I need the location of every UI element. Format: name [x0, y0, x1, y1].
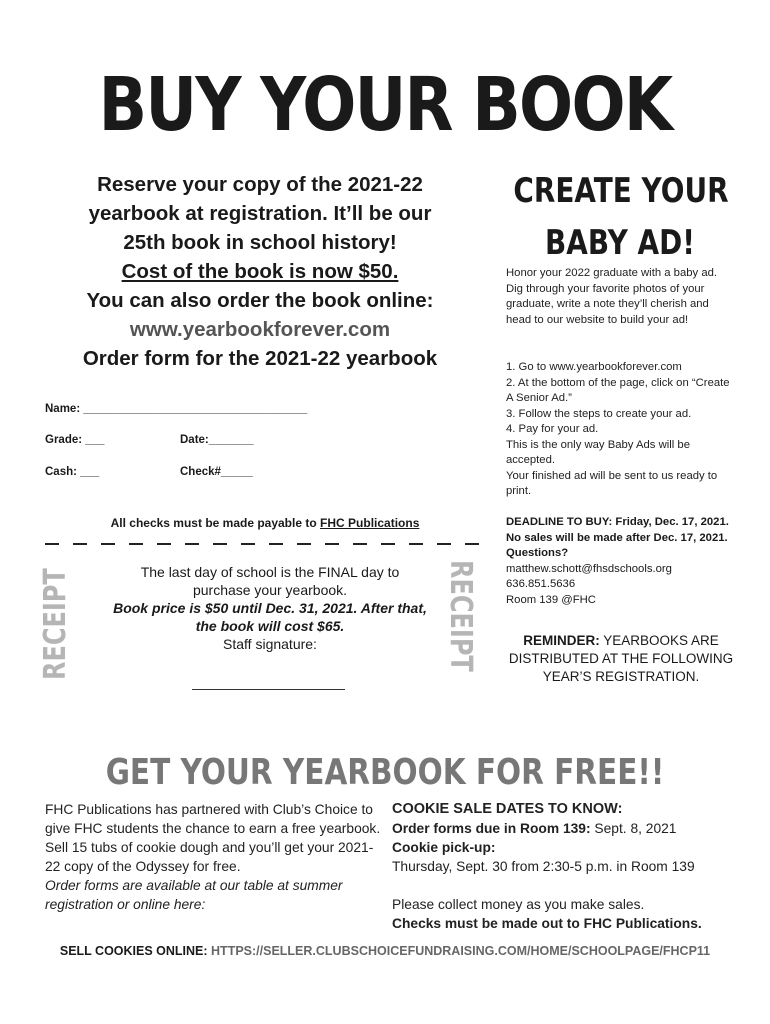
reminder-block: [506, 632, 736, 686]
checks-note-payee: FHC Publications: [320, 516, 420, 530]
grade-field[interactable]: Grade: ___: [45, 434, 105, 446]
pickup-label: Cookie pick-up:: [392, 840, 496, 855]
contact-room: Room 139 @FHC: [506, 593, 596, 606]
free-left-column: [45, 800, 385, 914]
step-item: 4. Pay for your ad.: [506, 423, 599, 435]
step-item: 2. At the bottom of the page, click on “Create A Senior Ad.”: [506, 376, 730, 404]
intro-line: yearbook at registration. It’ll be our: [88, 202, 432, 225]
collect-note: Please collect money as you make sales.: [392, 897, 645, 912]
receipt-label-right: RECEIPT: [443, 560, 478, 672]
receipt-line: The last day of school is the FINAL day to: [140, 564, 400, 580]
online-line: You can also order the book online:: [86, 289, 434, 312]
intro-line: 25th book in school history!: [123, 231, 397, 254]
free-text: FHC Publications has partnered with Club’s Choice to give FHC students the chance to earn a free yearbook.: [45, 802, 381, 836]
order-due-label: Order forms due in Room 139:: [392, 821, 591, 836]
step-item: 1. Go to www.yearbookforever.com: [506, 361, 682, 373]
deadline-block: [506, 515, 736, 608]
baby-ad-title-line: BABY AD!: [545, 223, 695, 263]
checks-payable-note: [45, 516, 485, 530]
receipt-line: purchase your yearbook.: [192, 582, 348, 598]
sell-online-line: [0, 944, 770, 958]
baby-ad-title-line: CREATE YOUR: [513, 171, 729, 211]
order-due-value: Sept. 8, 2021: [590, 821, 677, 836]
step-item: Your finished ad will be sent to us ready to print.: [506, 469, 718, 497]
deadline-text: DEADLINE TO BUY: Friday, Dec. 17, 2021. No sales will be made after Dec. 17, 2021.: [506, 516, 729, 544]
order-form-title: Order form for the 2021-22 yearbook: [82, 347, 438, 370]
yearbook-url-link[interactable]: www.yearbookforever.com: [129, 318, 391, 341]
sell-online-label: SELL COOKIES ONLINE:: [59, 944, 212, 958]
contact-email[interactable]: matthew.schott@fhsdschools.org: [506, 562, 672, 575]
signature-line[interactable]: [192, 689, 345, 690]
questions-label: Questions?: [506, 547, 569, 559]
pickup-value: Thursday, Sept. 30 from 2:30-5 p.m. in Room 139: [392, 859, 695, 874]
reminder-text: YEARBOOKS ARE DISTRIBUTED AT THE FOLLOWING YEAR’S REGISTRATION.: [508, 633, 734, 684]
baby-ad-title: [513, 165, 729, 269]
baby-ad-description: Honor your 2022 graduate with a baby ad. Dig through your favorite photos of your graduate, write a note they’ll cherish and head to our website to build your ad!: [506, 267, 718, 326]
receipt-price-line: the book will cost $65.: [195, 618, 345, 634]
name-field[interactable]: Name: ___________________________________: [45, 403, 308, 415]
receipt-body: [90, 563, 450, 653]
checks-note-prefix: All checks must be made payable to: [110, 516, 321, 530]
receipt-price-line: Book price is $50 until Dec. 31, 2021. After that,: [113, 600, 427, 616]
sell-online-url-link[interactable]: HTTPS://SELLER.CLUBSCHOICEFUNDRAISING.COM/HOME/SCHOOLPAGE/FHCP11: [211, 944, 711, 958]
intro-line: Reserve your copy of the 2021-22: [97, 173, 423, 196]
main-title: BUY YOUR BOOK: [98, 62, 672, 148]
free-text-italic: Order forms are available at our table at summer registration or online here:: [45, 878, 343, 912]
baby-ad-steps: [506, 360, 736, 500]
staff-signature-label: Staff signature:: [223, 636, 317, 652]
free-text: Sell 15 tubs of cookie dough and you’ll get your 2021-22 copy of the Odyssey for free.: [45, 840, 374, 874]
receipt-label-left: RECEIPT: [38, 568, 73, 680]
checks-out-note: Checks must be made out to FHC Publications.: [392, 916, 702, 931]
cookie-dates-column: [392, 800, 732, 933]
contact-phone: 636.851.5636: [506, 578, 576, 590]
cost-line: Cost of the book is now $50.: [121, 260, 399, 283]
free-yearbook-title: GET YOUR YEARBOOK FOR FREE!!: [105, 752, 665, 793]
step-item: This is the only way Baby Ads will be accepted.: [506, 438, 690, 466]
cookie-dates-title: COOKIE SALE DATES TO KNOW:: [392, 801, 623, 817]
reminder-label: REMINDER:: [523, 633, 600, 648]
step-item: 3. Follow the steps to create your ad.: [506, 407, 692, 420]
intro-block: [40, 170, 480, 373]
date-field[interactable]: Date:_______: [180, 434, 254, 446]
check-field[interactable]: Check#_____: [180, 466, 253, 478]
cash-field[interactable]: Cash: ___: [45, 466, 100, 478]
